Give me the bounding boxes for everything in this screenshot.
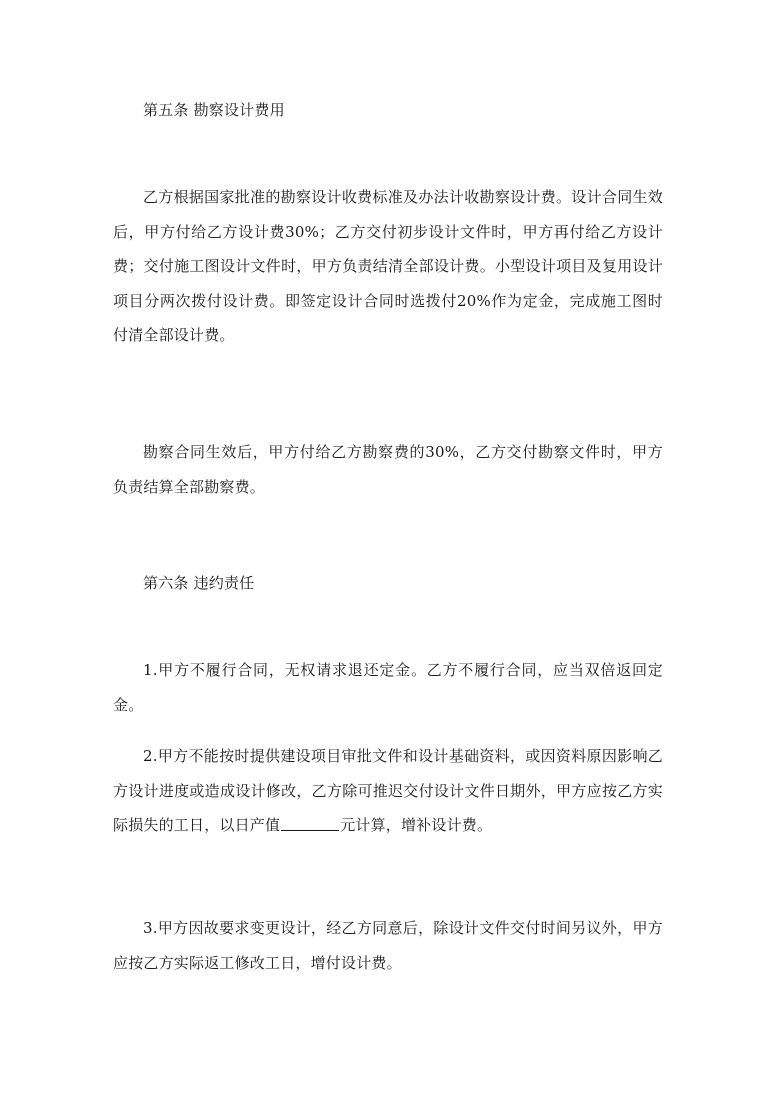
section6-item-3: 3.甲方因故要求变更设计，经乙方同意后，除设计文件交付时间另议外，甲方应按乙方实际返工修改工日，增付设计费。 — [113, 919, 663, 972]
section6-item-1: 1.甲方不履行合同，无权请求退还定金。乙方不履行合同，应当双倍返回定金。 — [113, 661, 663, 714]
section5-paragraph-design-fee: 乙方根据国家批准的勘察设计收费标准及办法计收勘察设计费。设计合同生效后，甲方付给乙方设计费30%；乙方交付初步设计文件时，甲方再付给乙方设计费；交付施工图设计文件时，甲方负责结清全部设计费。小型设计项目及复用设计项目分两次拨付设计费。即签定设计合同时选拨付20%作为定金，完成施工图时付清全部设计费。 — [113, 188, 663, 345]
section6-heading: 第六条 违约责任 — [143, 574, 255, 592]
section6-item-2-text-after-blank: 元计算，增补设计费。 — [340, 816, 493, 835]
section5-paragraph-survey-fee: 勘察合同生效后，甲方付给乙方勘察费的30%，乙方交付勘察文件时，甲方负责结算全部勘察费。 — [113, 443, 663, 496]
section6-item-2 — [113, 739, 663, 843]
section5-heading: 第五条 勘察设计费用 — [143, 101, 285, 119]
section6-item-2-text-before-blank: 2.甲方不能按时提供建设项目审批文件和设计基础资料，或因资料原因影响乙方设计进度或造成设计修改，乙方除可推迟交付设计文件日期外，甲方应按乙方实际损失的工日，以日产值 — [113, 747, 663, 835]
fill-in-blank-line — [281, 816, 339, 831]
